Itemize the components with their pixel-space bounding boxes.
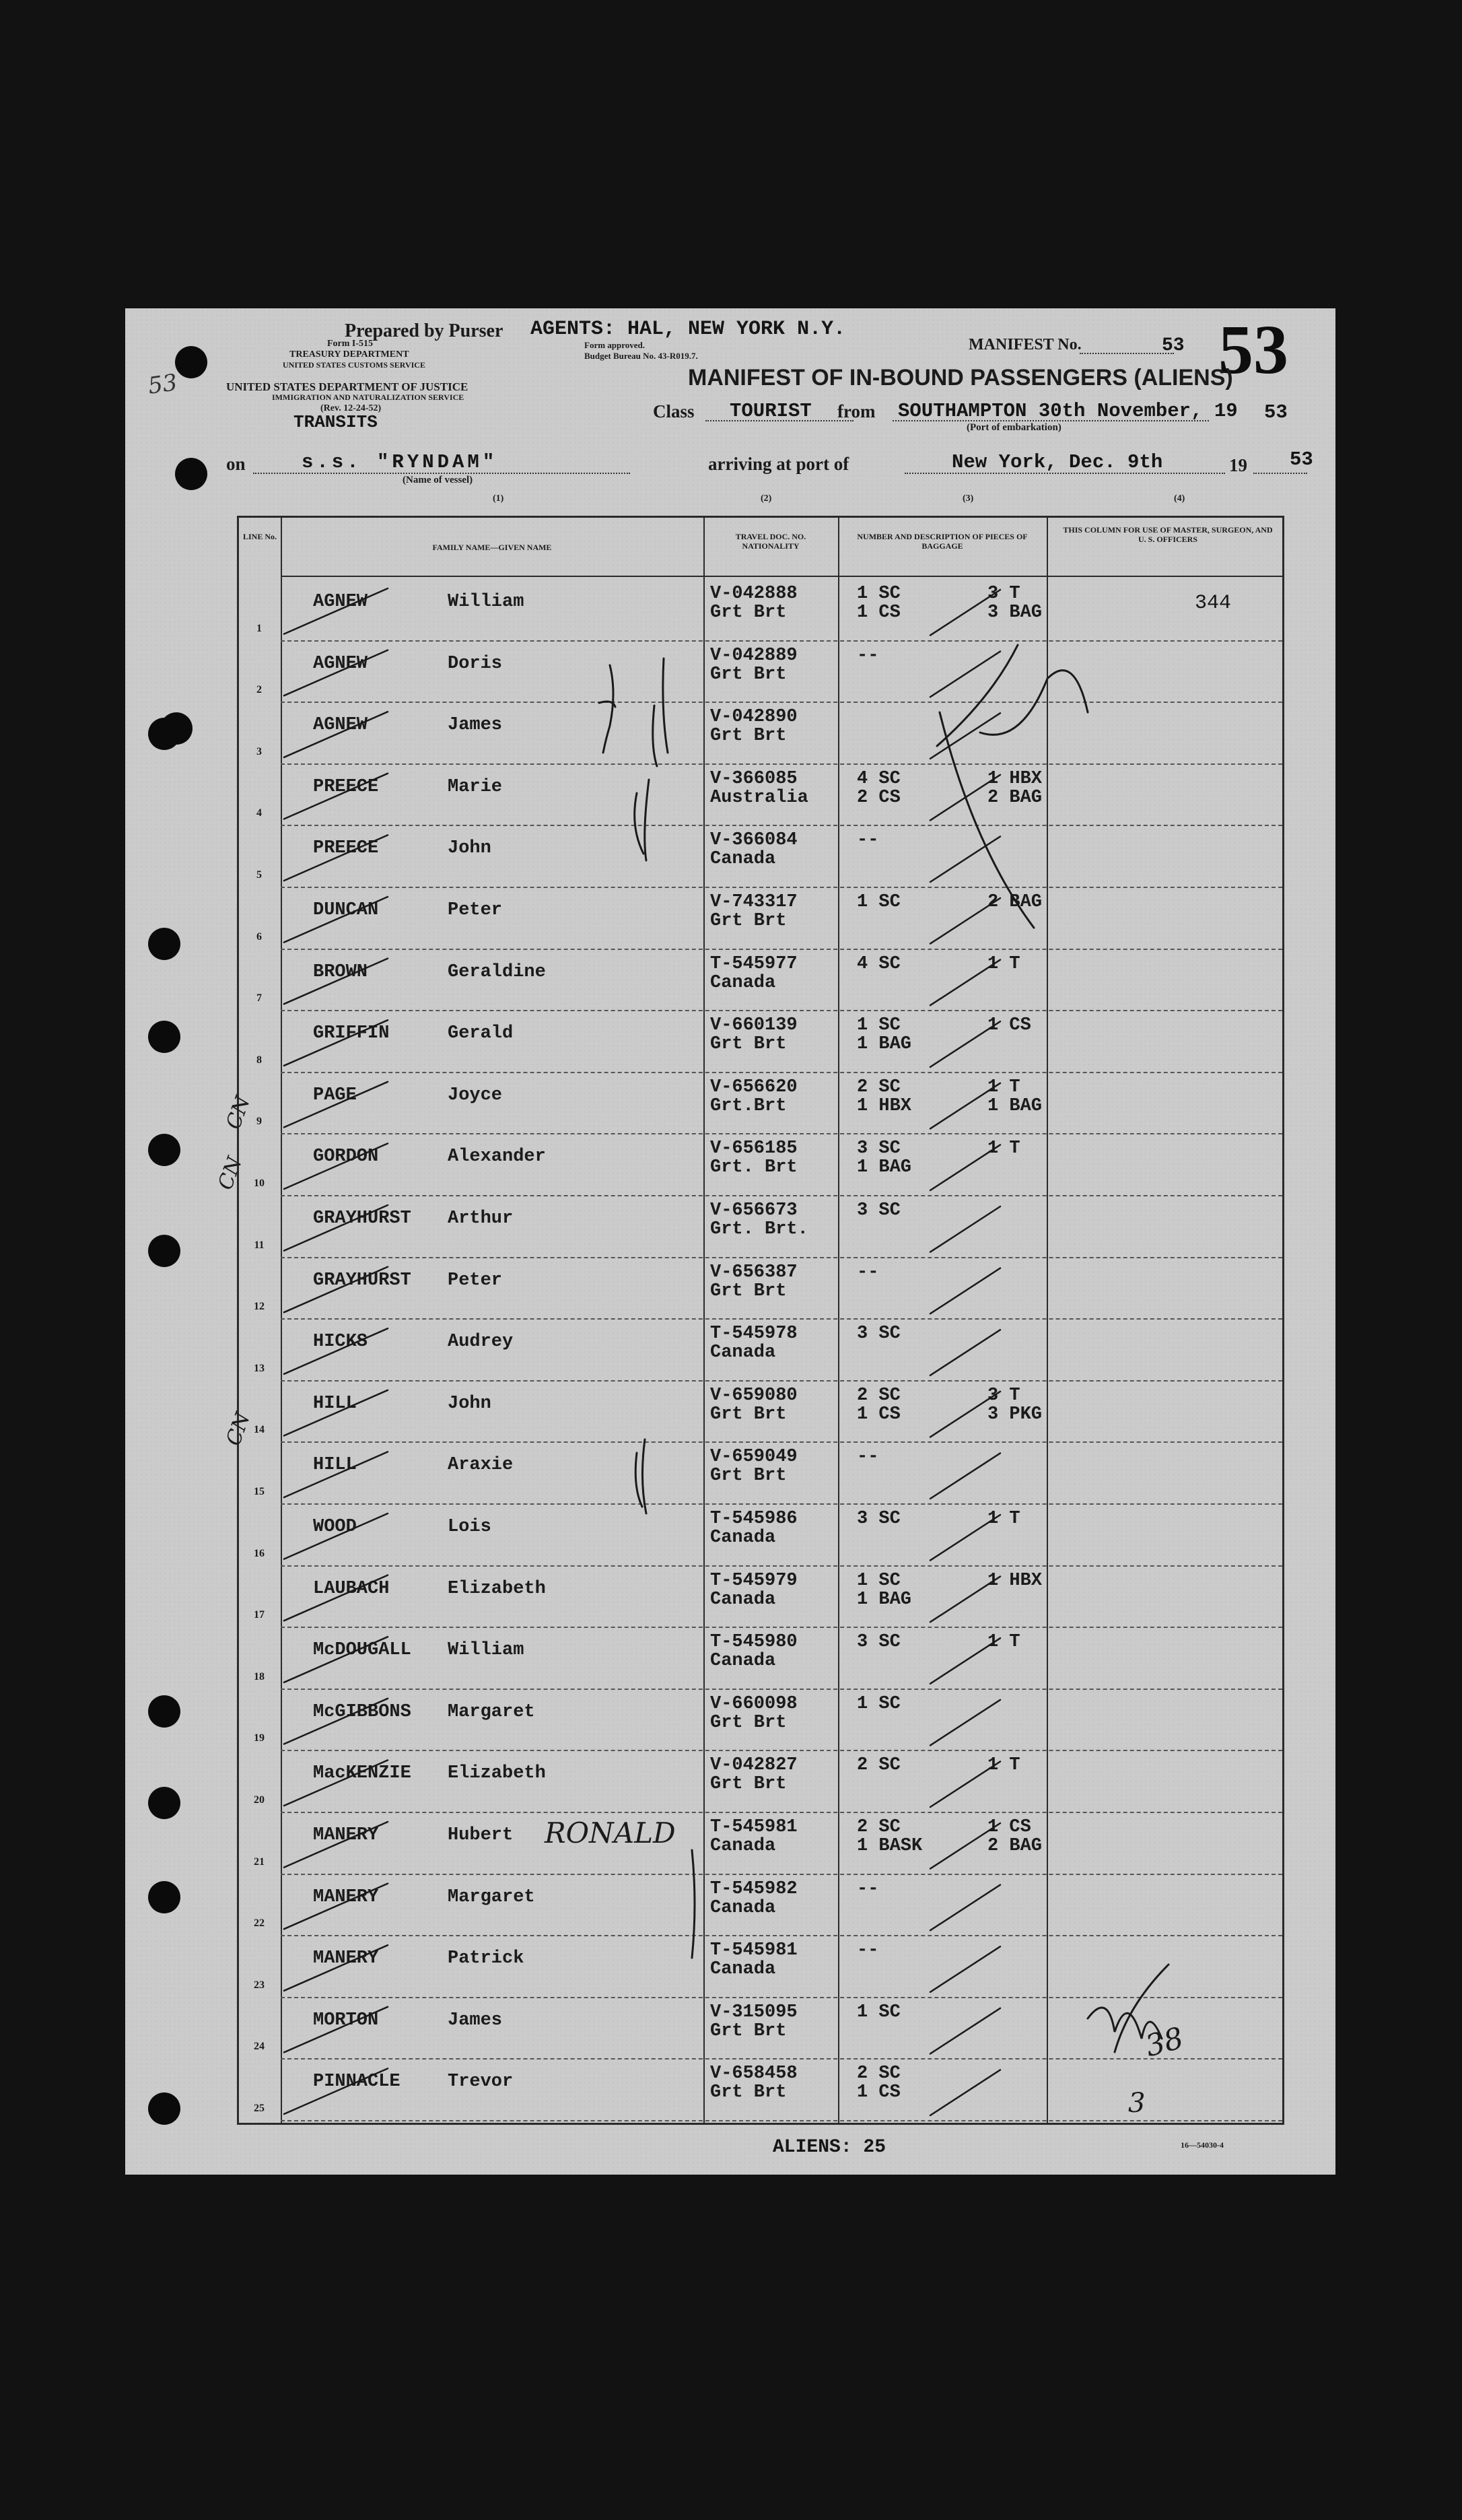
line-number: 4 (256, 807, 262, 819)
baggage-1b: 1 CS (987, 1015, 1031, 1036)
travel-doc-number: T-545981 (710, 1817, 798, 1837)
given-name: William (448, 592, 524, 612)
arrival-year-prefix: 19 (1229, 455, 1247, 475)
line-number: 13 (254, 1362, 265, 1374)
treasury-dept: TREASURY DEPARTMENT (289, 349, 409, 360)
travel-doc-number: V-042888 (710, 584, 798, 604)
line-number: 10 (254, 1177, 265, 1189)
family-name: GRAYHURST (313, 1208, 411, 1229)
table-row (239, 702, 1282, 763)
table-row (239, 887, 1282, 949)
given-name: James (448, 715, 503, 736)
hdr-travel-doc: TRAVEL DOC. NO. NATIONALITY (735, 532, 806, 551)
family-name: DUNCAN (313, 900, 379, 920)
nationality: Grt Brt (710, 603, 787, 623)
given-name: Lois (448, 1517, 491, 1537)
baggage-1: -- (857, 830, 879, 851)
baggage-1: 3 SC (857, 1200, 901, 1221)
nationality: Grt. Brt (710, 1157, 798, 1178)
baggage-2: 1 CS (857, 2082, 901, 2103)
travel-doc-number: V-659080 (710, 1385, 798, 1406)
vessel-caption: (Name of vessel) (403, 475, 473, 485)
baggage-1: 1 SC (857, 892, 901, 912)
family-name: AGNEW (313, 715, 368, 736)
travel-doc-number: T-545978 (710, 1324, 798, 1344)
baggage-1: -- (857, 1940, 879, 1961)
baggage-1: -- (857, 645, 879, 666)
family-name: PAGE (313, 1085, 357, 1105)
family-name: PREECE (313, 776, 379, 797)
baggage-1: 1 SC (857, 1015, 901, 1036)
col-num-4: (4) (1174, 493, 1185, 504)
line-number: 14 (254, 1424, 265, 1436)
cn-mark: CN (213, 1153, 248, 1193)
manifest-sheet (125, 308, 1335, 2175)
given-name: Patrick (448, 1948, 524, 1969)
nationality: Canada (710, 849, 776, 870)
baggage-1: 1 SC (857, 2002, 901, 2022)
hdr-line-no: LINE No. (242, 532, 277, 541)
baggage-1: 2 SC (857, 2064, 901, 2084)
line-number: 3 (256, 745, 262, 757)
nationality: Australia (710, 787, 808, 808)
margin-mark: 53 (146, 369, 179, 400)
baggage-1: 2 SC (857, 1385, 901, 1406)
nationality: Grt Brt (710, 1712, 787, 1733)
family-name: AGNEW (313, 592, 368, 612)
travel-doc-number: T-545977 (710, 953, 798, 974)
line-number: 7 (256, 992, 262, 1004)
line-number: 11 (254, 1239, 265, 1251)
nationality: Canada (710, 1342, 776, 1363)
nationality: Canada (710, 1836, 776, 1856)
baggage-1: 2 SC (857, 1755, 901, 1776)
line-number: 25 (254, 2102, 265, 2114)
agents-line: AGENTS: HAL, NEW YORK N.Y. (530, 318, 846, 341)
baggage-1: 3 SC (857, 1138, 901, 1159)
travel-doc-number: T-545980 (710, 1632, 798, 1653)
given-name: Araxie (448, 1455, 514, 1476)
line-number: 20 (254, 1794, 265, 1806)
nationality: Canada (710, 1589, 776, 1610)
baggage-1: 3 SC (857, 1509, 901, 1529)
travel-doc-number: V-656387 (710, 1262, 798, 1283)
arriving-label: arriving at port of (708, 454, 849, 474)
officer-count: 344 (1195, 592, 1232, 615)
printer-code: 16—54030-4 (1181, 2140, 1224, 2150)
given-name: Arthur (448, 1208, 514, 1229)
table-row (239, 949, 1282, 1011)
given-name: John (448, 1393, 491, 1414)
ronald-annotation: RONALD (545, 1816, 676, 1849)
baggage-1b: 1 HBX (987, 768, 1043, 789)
binder-hole (148, 2092, 180, 2125)
baggage-2b: 2 BAG (987, 787, 1043, 808)
baggage-1: -- (857, 1262, 879, 1283)
manifest-no-typed: 53 (1162, 335, 1185, 356)
customs-service: UNITED STATES CUSTOMS SERVICE (283, 360, 425, 370)
family-name: GRIFFIN (313, 1023, 390, 1044)
table-row (239, 1318, 1282, 1380)
nationality: Canada (710, 972, 776, 993)
baggage-1b: 1 T (987, 1509, 1020, 1529)
family-name: HILL (313, 1393, 357, 1414)
table-row (239, 1627, 1282, 1689)
family-name: LAUBACH (313, 1578, 390, 1599)
table-row (239, 1441, 1282, 1503)
given-name: Trevor (448, 2072, 514, 2092)
baggage-1: 4 SC (857, 768, 901, 789)
rev-date: (Rev. 12-24-52) (320, 403, 382, 413)
travel-doc-number: V-366084 (710, 830, 798, 851)
nationality: Grt Brt (710, 1281, 787, 1301)
family-name: PREECE (313, 838, 379, 859)
manifest-title: MANIFEST OF IN-BOUND PASSENGERS (ALIENS) (688, 365, 1233, 390)
table-row (239, 2058, 1282, 2120)
baggage-1b: 3 T (987, 584, 1020, 604)
binder-hole (148, 1881, 180, 1913)
baggage-1b: 1 HBX (987, 1570, 1043, 1591)
table-row (239, 640, 1282, 702)
given-name: Audrey (448, 1332, 514, 1353)
table-row (239, 1072, 1282, 1134)
cn-mark: CN (221, 1093, 256, 1132)
table-row (239, 1257, 1282, 1319)
baggage-2b: 1 BAG (987, 1095, 1043, 1116)
given-name: Alexander (448, 1147, 546, 1167)
baggage-1: 1 SC (857, 1693, 901, 1714)
nationality: Grt Brt (710, 2082, 787, 2103)
travel-doc-number: V-366085 (710, 768, 798, 789)
baggage-1b: 1 CS (987, 1817, 1031, 1837)
family-name: PINNACLE (313, 2072, 401, 2092)
binder-hole (148, 1134, 180, 1166)
table-row (239, 1380, 1282, 1442)
given-name: Geraldine (448, 961, 546, 982)
hdr-baggage: NUMBER AND DESCRIPTION OF PIECES OF BAGGAGE (857, 532, 1028, 551)
nationality: Grt Brt (710, 726, 787, 747)
table-row (239, 1874, 1282, 1936)
table-row (239, 1689, 1282, 1750)
family-name: WOOD (313, 1517, 357, 1537)
family-name: GRAYHURST (313, 1270, 411, 1291)
given-name: Margaret (448, 1701, 535, 1722)
binder-hole (148, 1235, 180, 1267)
nationality: Grt Brt (710, 1404, 787, 1425)
line-number: 1 (256, 622, 262, 634)
tally-mark: 3 (1128, 2088, 1146, 2119)
baggage-1: 2 SC (857, 1077, 901, 1097)
given-name: James (448, 2010, 503, 2031)
line-number: 9 (256, 1116, 262, 1128)
travel-doc-number: V-042890 (710, 707, 798, 728)
col-num-1: (1) (493, 493, 504, 504)
nationality: Canada (710, 1651, 776, 1672)
from-label: from (837, 401, 876, 421)
nationality: Canada (710, 1897, 776, 1918)
table-row (239, 1503, 1282, 1565)
given-name: Elizabeth (448, 1578, 546, 1599)
baggage-1: 1 SC (857, 1570, 901, 1591)
doj: UNITED STATES DEPARTMENT OF JUSTICE (226, 380, 468, 393)
baggage-1: 3 SC (857, 1324, 901, 1344)
nationality: Grt Brt (710, 2020, 787, 2041)
table-row (239, 1565, 1282, 1627)
cn-mark: CN (221, 1409, 256, 1449)
family-name: MANERY (313, 1886, 379, 1907)
family-name: MacKENZIE (313, 1763, 411, 1784)
family-name: McGIBBONS (313, 1701, 411, 1722)
line-number: 18 (254, 1670, 265, 1682)
table-row (239, 1010, 1282, 1072)
family-name: AGNEW (313, 653, 368, 674)
baggage-1b: 1 T (987, 1138, 1020, 1159)
hdr-officers: THIS COLUMN FOR USE OF MASTER, SURGEON, AND U. S. OFFICERS (1063, 525, 1273, 544)
travel-doc-number: T-545979 (710, 1570, 798, 1591)
table-row (239, 1750, 1282, 1812)
line-number: 5 (256, 869, 262, 881)
line-number: 8 (256, 1054, 262, 1066)
table-row (239, 763, 1282, 825)
baggage-1: -- (857, 1447, 879, 1468)
arrival-port: New York, Dec. 9th (952, 451, 1163, 473)
given-name: Elizabeth (448, 1763, 546, 1784)
given-name: Hubert (448, 1825, 514, 1845)
baggage-2: 1 BAG (857, 1034, 912, 1055)
table-row (239, 825, 1282, 887)
form-approved: Form approved. (584, 340, 646, 350)
travel-doc-number: T-545986 (710, 1509, 798, 1529)
baggage-1b: 1 T (987, 953, 1020, 974)
binder-hole (148, 1787, 180, 1819)
given-name: Joyce (448, 1085, 503, 1105)
given-name: Peter (448, 900, 503, 920)
line-number: 6 (256, 930, 262, 943)
given-name: Gerald (448, 1023, 514, 1044)
baggage-2: 1 BAG (857, 1589, 912, 1610)
travel-doc-number: T-545982 (710, 1878, 798, 1899)
baggage-2b: 2 BAG (987, 1836, 1043, 1856)
binder-hole (148, 718, 180, 750)
family-name: MANERY (313, 1948, 379, 1969)
binder-hole (148, 1695, 180, 1728)
family-name: MORTON (313, 2010, 379, 2031)
binder-hole (175, 346, 207, 378)
given-name: Margaret (448, 1886, 535, 1907)
binder-hole (175, 458, 207, 490)
nationality: Grt Brt (710, 1034, 787, 1055)
given-name: William (448, 1640, 524, 1661)
baggage-1b: 1 T (987, 1077, 1020, 1097)
line-number: 12 (254, 1301, 265, 1313)
tally-mark: 38 (1142, 2020, 1187, 2064)
nationality: Grt Brt (710, 664, 787, 685)
line-number: 23 (254, 1979, 265, 1991)
baggage-2: 2 CS (857, 787, 901, 808)
baggage-1b: 1 T (987, 1632, 1020, 1653)
line-number: 22 (254, 1917, 265, 1930)
baggage-1: 4 SC (857, 953, 901, 974)
travel-doc-number: T-545981 (710, 1940, 798, 1961)
given-name: Peter (448, 1270, 503, 1291)
line-number: 24 (254, 2041, 265, 2053)
passenger-table (237, 516, 1284, 2125)
baggage-2: 1 CS (857, 1404, 901, 1425)
family-name: MANERY (313, 1825, 379, 1845)
table-row (239, 1997, 1282, 2059)
table-row (239, 1812, 1282, 1874)
given-name: John (448, 838, 491, 859)
transits: TRANSITS (293, 412, 378, 432)
travel-doc-number: V-660098 (710, 1693, 798, 1714)
table-row (239, 1133, 1282, 1195)
binder-hole (148, 928, 180, 960)
travel-doc-number: V-656620 (710, 1077, 798, 1097)
line-number: 19 (254, 1732, 265, 1744)
prepared-by: Prepared by Purser (345, 320, 503, 341)
ins: IMMIGRATION AND NATURALIZATION SERVICE (272, 393, 464, 402)
travel-doc-number: V-743317 (710, 892, 798, 912)
travel-doc-number: V-660139 (710, 1015, 798, 1036)
family-name: GORDON (313, 1147, 379, 1167)
family-name: McDOUGALL (313, 1640, 411, 1661)
vessel-name: s.s. "RYNDAM" (302, 451, 498, 473)
travel-doc-number: V-656185 (710, 1138, 798, 1159)
travel-doc-number: V-658458 (710, 2064, 798, 2084)
table-row (239, 578, 1282, 640)
budget-bureau: Budget Bureau No. 43-R019.7. (584, 351, 698, 361)
family-name: HICKS (313, 1332, 368, 1353)
nationality: Grt Brt (710, 911, 787, 931)
baggage-2: 1 HBX (857, 1095, 912, 1116)
from-value: SOUTHAMPTON 30th November, 19 (898, 400, 1238, 422)
family-name: HILL (313, 1455, 357, 1476)
travel-doc-number: V-042827 (710, 1755, 798, 1776)
port-embark-caption: (Port of embarkation) (967, 422, 1061, 433)
on-label: on (226, 454, 246, 474)
from-year: 53 (1264, 401, 1288, 423)
travel-doc-number: V-315095 (710, 2002, 798, 2022)
binder-hole (148, 1021, 180, 1053)
baggage-2: 1 BAG (857, 1157, 912, 1178)
baggage-2b: 3 PKG (987, 1404, 1043, 1425)
nationality: Grt Brt (710, 1774, 787, 1795)
col-num-3: (3) (963, 493, 974, 504)
line-number: 16 (254, 1547, 265, 1559)
baggage-1b: 3 T (987, 1385, 1020, 1406)
line-number: 2 (256, 684, 262, 696)
form-number: Form I-515 (327, 339, 374, 349)
line-number: 15 (254, 1485, 265, 1497)
table-row (239, 1195, 1282, 1257)
travel-doc-number: V-659049 (710, 1447, 798, 1468)
travel-doc-number: V-656673 (710, 1200, 798, 1221)
baggage-1: 1 SC (857, 584, 901, 604)
baggage-1b: 2 BAG (987, 892, 1043, 912)
manifest-no-stamp: 53 (1218, 311, 1288, 388)
hdr-name: FAMILY NAME—GIVEN NAME (432, 543, 552, 552)
baggage-1: -- (857, 1878, 879, 1899)
class-label: Class (653, 401, 695, 421)
baggage-1: 2 SC (857, 1817, 901, 1837)
arrival-year: 53 (1290, 448, 1313, 471)
baggage-1b: 1 T (987, 1755, 1020, 1776)
baggage-1: 3 SC (857, 1632, 901, 1653)
baggage-2: 1 BASK (857, 1836, 923, 1856)
travel-doc-number: V-042889 (710, 645, 798, 666)
aliens-total: ALIENS: 25 (773, 2137, 886, 2158)
nationality: Grt Brt (710, 1466, 787, 1487)
class-value: TOURIST (730, 400, 812, 422)
manifest-no-label: MANIFEST No. (969, 336, 1082, 353)
nationality: Canada (710, 1528, 776, 1548)
line-number: 21 (254, 1855, 265, 1868)
table-row (239, 1935, 1282, 1997)
given-name: Doris (448, 653, 503, 674)
given-name: Marie (448, 776, 503, 797)
baggage-2b: 3 BAG (987, 603, 1043, 623)
col-num-2: (2) (761, 493, 772, 504)
nationality: Grt.Brt (710, 1095, 787, 1116)
family-name: BROWN (313, 961, 368, 982)
baggage-2: 1 CS (857, 603, 901, 623)
nationality: Canada (710, 1959, 776, 1980)
line-number: 17 (254, 1609, 265, 1621)
nationality: Grt. Brt. (710, 1219, 808, 1239)
